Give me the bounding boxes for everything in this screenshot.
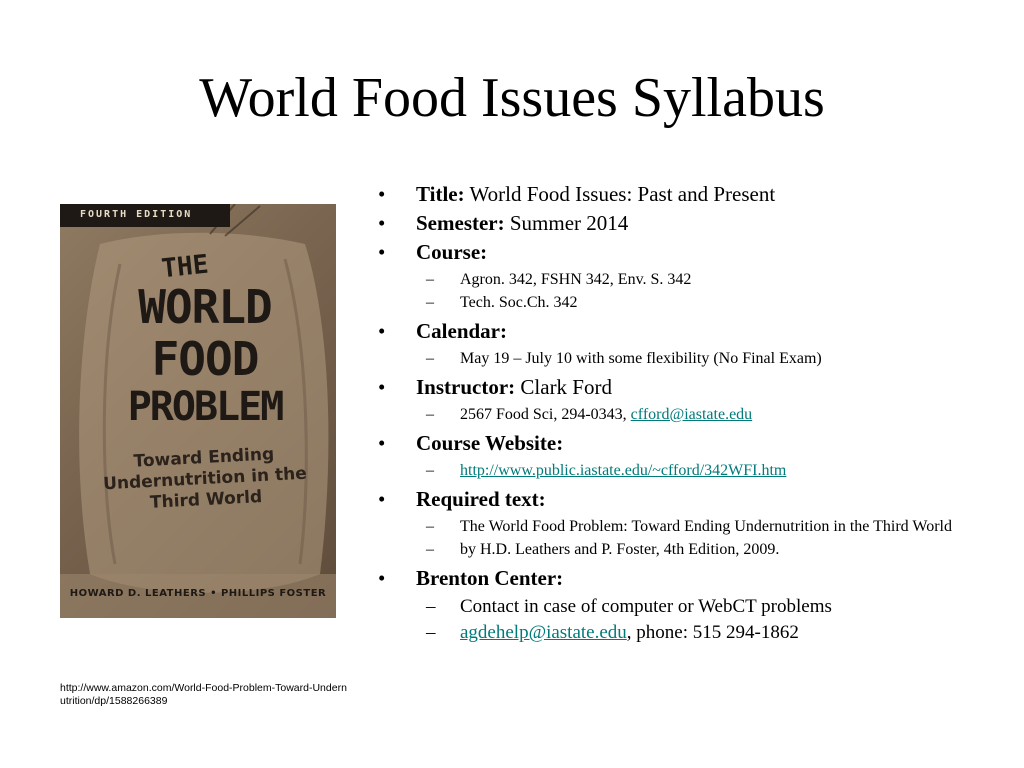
dash: – (426, 596, 436, 617)
slide-title: World Food Issues Syllabus (199, 67, 825, 129)
cover-subtitle: Toward Ending Undernutrition in the Third World (102, 444, 308, 513)
cover-title-world: WORLD (138, 280, 272, 334)
syllabus-list (378, 180, 1008, 647)
cover-authors: HOWARD D. LEATHERS • PHILLIPS FOSTER (69, 588, 327, 599)
cover-title-problem: PROBLEM (127, 384, 283, 430)
sub-item-text: 2567 Food Sci, 294-0343, (460, 406, 631, 423)
bullet: • (378, 487, 386, 511)
item-value: Clark Ford (515, 375, 612, 399)
sub-item-book-title (378, 518, 1008, 536)
sub-item-text: The World Food Problem: Toward Ending Undernutrition in the Third World (460, 518, 952, 535)
brenton-email-link[interactable]: agdehelp@iastate.edu (460, 622, 627, 643)
item-value: World Food Issues: Past and Present (464, 182, 776, 206)
sub-item-course-techsoc (378, 294, 1008, 312)
sub-item-book-authors (378, 541, 1008, 559)
dash: – (426, 294, 434, 311)
dash: – (426, 462, 434, 479)
sub-item-brenton-contact (378, 595, 1008, 619)
dash: – (426, 350, 434, 367)
item-label: Brenton Center: (416, 566, 564, 590)
sub-item-text: Contact in case of computer or WebCT problems (460, 596, 832, 617)
item-value: Summer 2014 (504, 211, 629, 235)
dash: – (426, 406, 434, 423)
bullet: • (378, 240, 386, 264)
sub-item-course-numbers (378, 271, 1008, 289)
item-label: Course Website: (416, 431, 564, 455)
sub-item-brenton-email (378, 621, 1008, 645)
sub-item-calendar-dates (378, 350, 1008, 368)
dash: – (426, 518, 434, 535)
item-label: Calendar: (416, 319, 507, 343)
item-label: Instructor: (416, 375, 516, 399)
list-item-semester (378, 209, 1008, 238)
edition-banner (60, 204, 230, 227)
sub-item-instructor-contact (378, 406, 1008, 424)
list-item-instructor (378, 373, 1008, 402)
instructor-email-link[interactable]: cfford@iastate.edu (630, 406, 753, 423)
dash: – (426, 541, 434, 558)
sub-item-website-url (378, 462, 1008, 480)
bullet: • (378, 211, 386, 235)
sub-item-text: , phone: 515 294-1862 (626, 622, 799, 643)
list-item-title (378, 180, 1008, 209)
cover-title-the: THE (160, 249, 210, 285)
image-source-url: http://www.amazon.com/World-Food-Problem-Toward-Undernutrition/dp/1588266389 (60, 682, 347, 707)
list-item-brenton-center (378, 564, 1008, 593)
item-label: Course: (416, 240, 488, 264)
course-website-link[interactable]: http://www.public.iastate.edu/~cfford/342WFI.htm (460, 462, 787, 479)
item-label: Required text: (416, 487, 546, 511)
bullet: • (378, 566, 386, 590)
cover-title-food: FOOD (151, 332, 259, 386)
list-item-website (378, 429, 1008, 458)
sub-item-text: Tech. Soc.Ch. 342 (460, 294, 578, 311)
bullet: • (378, 431, 386, 455)
dash: – (426, 271, 434, 288)
list-item-calendar (378, 317, 1008, 346)
sub-item-text: by H.D. Leathers and P. Foster, 4th Edition, 2009. (460, 541, 780, 558)
bullet: • (378, 375, 386, 399)
book-cover-image (60, 204, 336, 618)
sub-item-text: May 19 – July 10 with some flexibility (No Final Exam) (460, 350, 822, 367)
item-label: Title: (416, 182, 465, 206)
edition-label: FOURTH EDITION (80, 209, 193, 220)
dash: – (426, 622, 436, 643)
sub-item-text: Agron. 342, FSHN 342, Env. S. 342 (460, 271, 692, 288)
list-item-required-text (378, 485, 1008, 514)
bullet: • (378, 182, 386, 206)
item-label: Semester: (416, 211, 505, 235)
list-item-course (378, 238, 1008, 267)
bullet: • (378, 319, 386, 343)
